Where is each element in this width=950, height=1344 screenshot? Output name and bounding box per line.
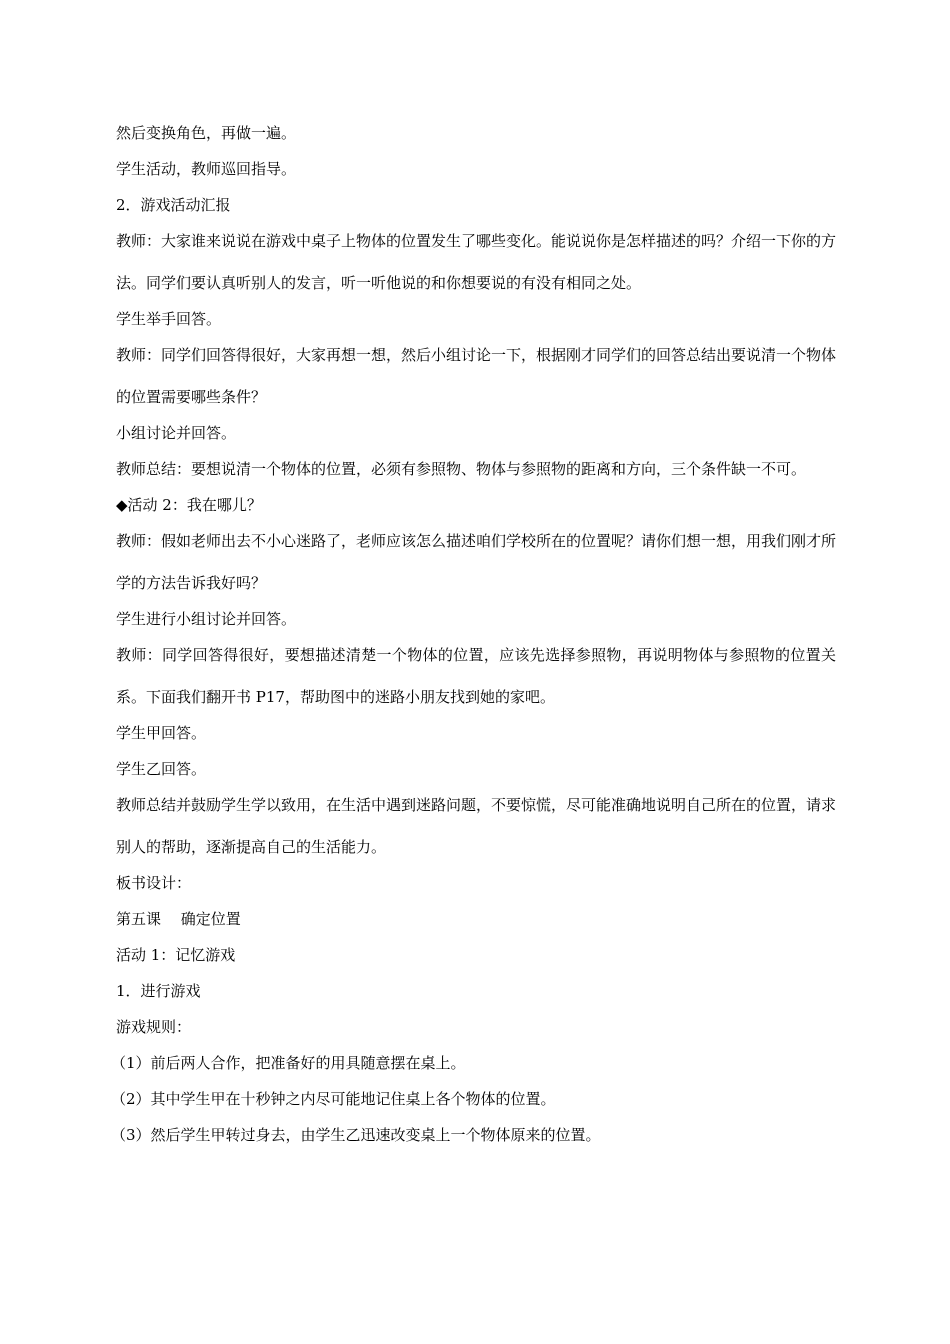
paragraph-10: 教师：假如老师出去不小心迷路了，老师应该怎么描述咱们学校所在的位置呢？请你们想一想，用我们刚才所学的方法告诉我好吗？ (116, 532, 837, 592)
paragraph-13: 学生甲回答。 (116, 724, 207, 742)
paragraph-11: 学生进行小组讨论并回答。 (116, 610, 297, 628)
paragraph-15: 教师总结并鼓励学生学以致用，在生活中遇到迷路问题，不要惊慌，尽可能准确地说明自己所在的位置，请求别人的帮助，逐渐提高自己的生活能力。 (116, 796, 837, 856)
game-rules-heading: 游戏规则： (116, 1018, 192, 1036)
rule-3: （3）然后学生甲转过身去，由学生乙迅速改变桌上一个物体原来的位置。 (111, 1126, 601, 1144)
activity-2-heading: ◆活动 2：我在哪儿？ (116, 496, 262, 514)
rule-1: （1）前后两人合作，把准备好的用具随意摆在桌上。 (111, 1054, 466, 1072)
paragraph-1: 然后变换角色，再做一遍。 (116, 124, 297, 142)
lesson-title: 第五课 确定位置 (116, 910, 241, 928)
paragraph-6: 教师：同学们回答得很好，大家再想一想，然后小组讨论一下，根据刚才同学们的回答总结出要说清一个物体的位置需要哪些条件？ (116, 346, 837, 406)
paragraph-12: 教师：同学回答得很好，要想描述清楚一个物体的位置，应该先选择参照物，再说明物体与参照物的位置关系。下面我们翻开书 P17，帮助图中的迷路小朋友找到她的家吧。 (116, 646, 836, 706)
paragraph-4: 教师：大家谁来说说在游戏中桌子上物体的位置发生了哪些变化。能说说你是怎样描述的吗？介绍一下你的方法。同学们要认真听别人的发言，听一听他说的和你想要说的有没有相同之处。 (116, 232, 837, 292)
step-1-heading: 1．进行游戏 (116, 982, 201, 1000)
section-heading-2: 2．游戏活动汇报 (116, 196, 231, 214)
board-design-heading: 板书设计： (116, 874, 192, 892)
paragraph-14: 学生乙回答。 (116, 760, 207, 778)
paragraph-5: 学生举手回答。 (116, 310, 222, 328)
document-body (111, 122, 837, 1160)
paragraph-7: 小组讨论并回答。 (116, 424, 237, 442)
activity-1-heading: 活动 1：记忆游戏 (116, 946, 236, 964)
paragraph-2: 学生活动，教师巡回指导。 (116, 160, 297, 178)
paragraph-8: 教师总结：要想说清一个物体的位置，必须有参照物、物体与参照物的距离和方向，三个条件缺一不可。 (116, 460, 807, 478)
rule-2: （2）其中学生甲在十秒钟之内尽可能地记住桌上各个物体的位置。 (111, 1090, 556, 1108)
